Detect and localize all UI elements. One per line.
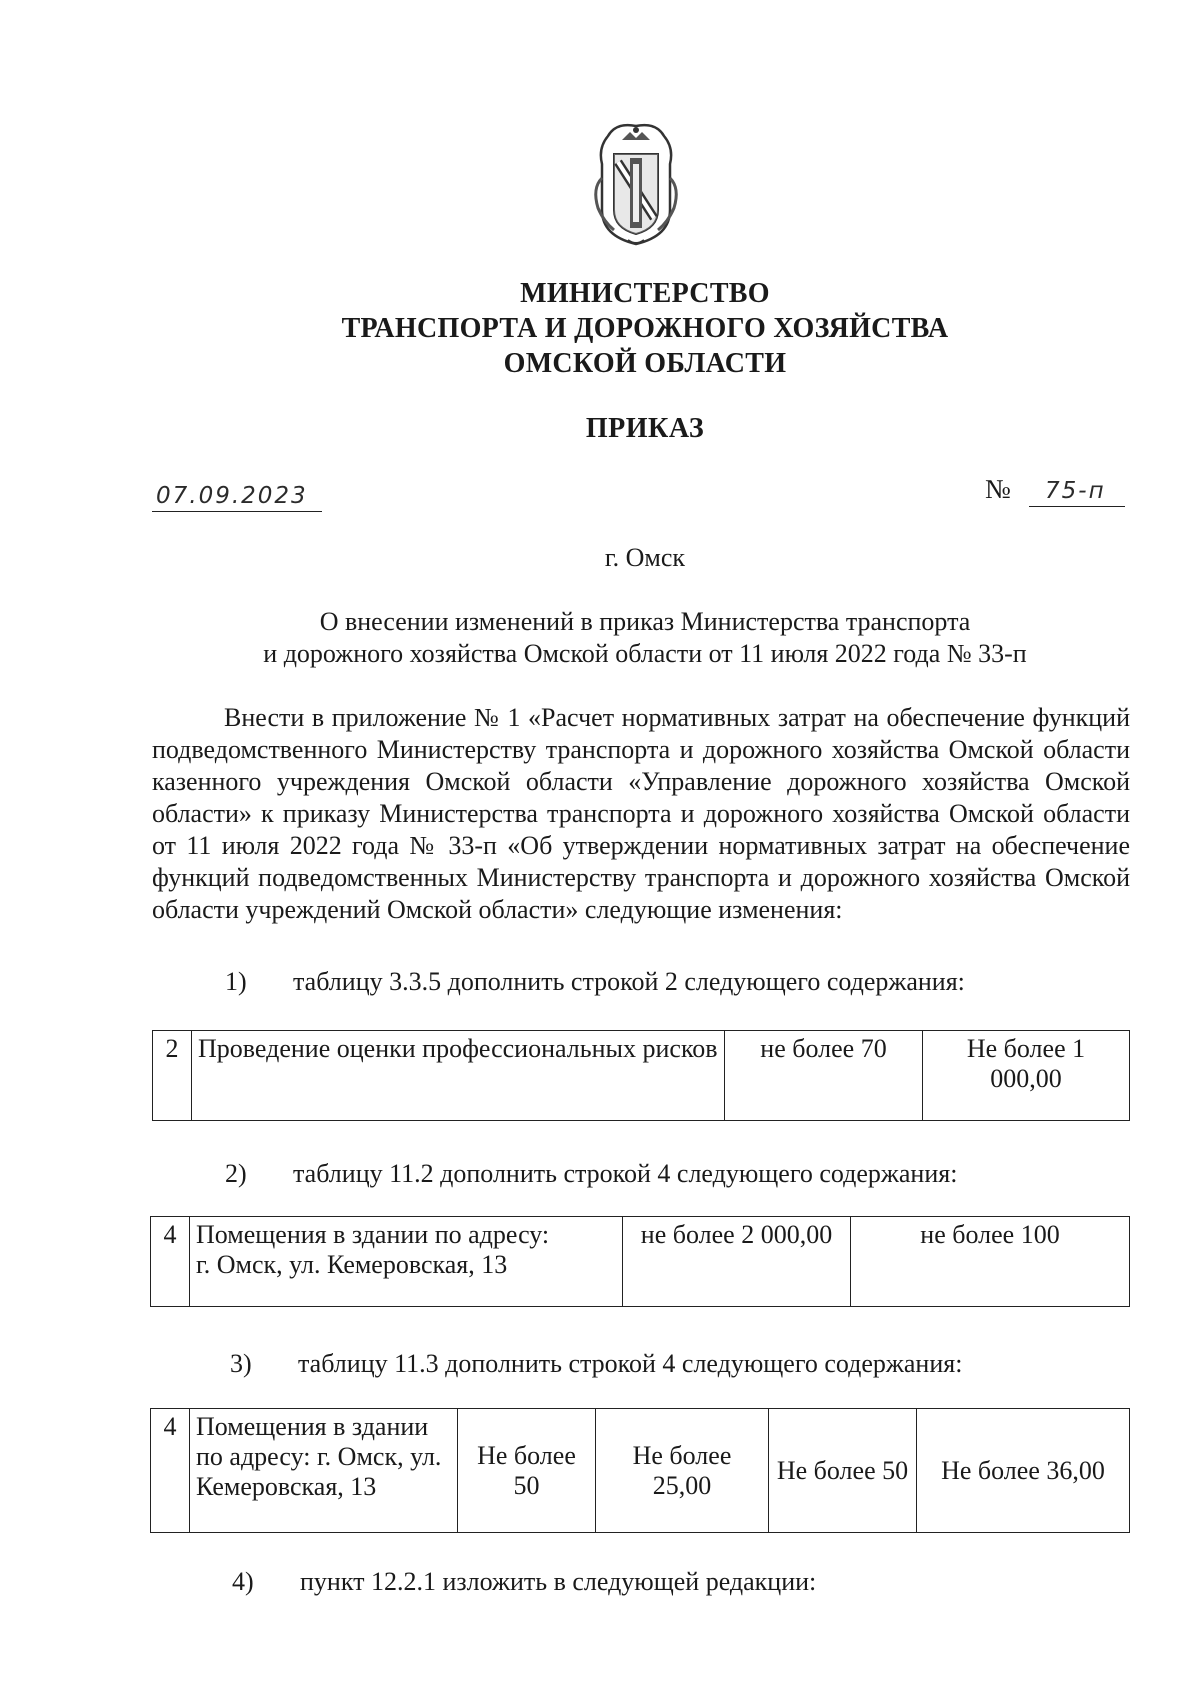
row-value-3: Не более 50	[769, 1409, 917, 1533]
number-underline	[1029, 506, 1125, 507]
row-number: 4	[151, 1409, 190, 1533]
document-title: ПРИКАЗ	[585, 413, 705, 444]
order-number-value: 75-п	[1045, 478, 1106, 504]
subject-line2: и дорожного хозяйства Омской области от 11 июля 2022 года № 33-п	[263, 639, 1027, 668]
row-price: Не более 1 000,00	[923, 1031, 1130, 1121]
list-item: 1) таблицу 3.3.5 дополнить строкой 2 следующего содержания:	[225, 967, 965, 996]
date-value: 07.09.2023	[156, 483, 308, 509]
ministry-name-line3: ОМСКОЙ ОБЛАСТИ	[503, 348, 787, 379]
row-number: 2	[153, 1031, 192, 1121]
date-field	[152, 477, 322, 512]
row-number: 4	[151, 1217, 190, 1307]
number-sign: №	[985, 474, 1011, 504]
table-row	[151, 1217, 1130, 1307]
body-paragraph: Внести в приложение № 1 «Расчет нормативных затрат на обеспечение функций подведомственного Министерству транспорта и дорожного хозяйства Омской области казенного учреждения Омской области «Управление дорожного хозяйства Омской области» к приказу Министерства транспорта и дорожного хозяйства Омской области от 11 июля 2022 года № 33-п «Об утверждении нормативных затрат на обеспечение функций подведомственных Министерству транспорта и дорожного хозяйства Омской области учреждений Омской области» следующие изменения:	[152, 703, 1130, 924]
row-value-1: Не более 50	[458, 1409, 596, 1533]
table-11-3-row	[150, 1408, 1130, 1533]
table-11-2-row	[150, 1216, 1130, 1307]
city: г. Омск	[604, 543, 686, 572]
ministry-name-line2: ТРАНСПОРТА И ДОРОЖНОГО ХОЗЯЙСТВА	[341, 313, 949, 344]
row-name: Помещения в здании по адресу: г. Омск, ул. Кемеровская, 13	[190, 1409, 458, 1533]
row-quantity: не более 70	[725, 1031, 923, 1121]
list-item: 3) таблицу 11.3 дополнить строкой 4 следующего содержания:	[230, 1349, 963, 1378]
list-item: 4) пункт 12.2.1 изложить в следующей редакции:	[232, 1567, 817, 1596]
order-number-field	[985, 473, 1125, 507]
row-value-2: Не более 25,00	[596, 1409, 769, 1533]
subject-line1: О внесении изменений в приказ Министерства транспорта	[319, 607, 971, 636]
ministry-name-line1: МИНИСТЕРСТВО	[520, 278, 770, 309]
table-3-3-5-row	[152, 1030, 1130, 1121]
row-name: Помещения в здании по адресу: г. Омск, ул. Кемеровская, 13	[190, 1217, 623, 1307]
list-item: 2) таблицу 11.2 дополнить строкой 4 следующего содержания:	[225, 1159, 958, 1188]
table-row	[151, 1409, 1130, 1533]
row-quantity: не более 100	[851, 1217, 1130, 1307]
row-price: не более 2 000,00	[623, 1217, 851, 1307]
coat-of-arms-icon	[578, 118, 694, 248]
table-row	[153, 1031, 1130, 1121]
row-value-4: Не более 36,00	[917, 1409, 1130, 1533]
row-name: Проведение оценки профессиональных рисков	[192, 1031, 725, 1121]
